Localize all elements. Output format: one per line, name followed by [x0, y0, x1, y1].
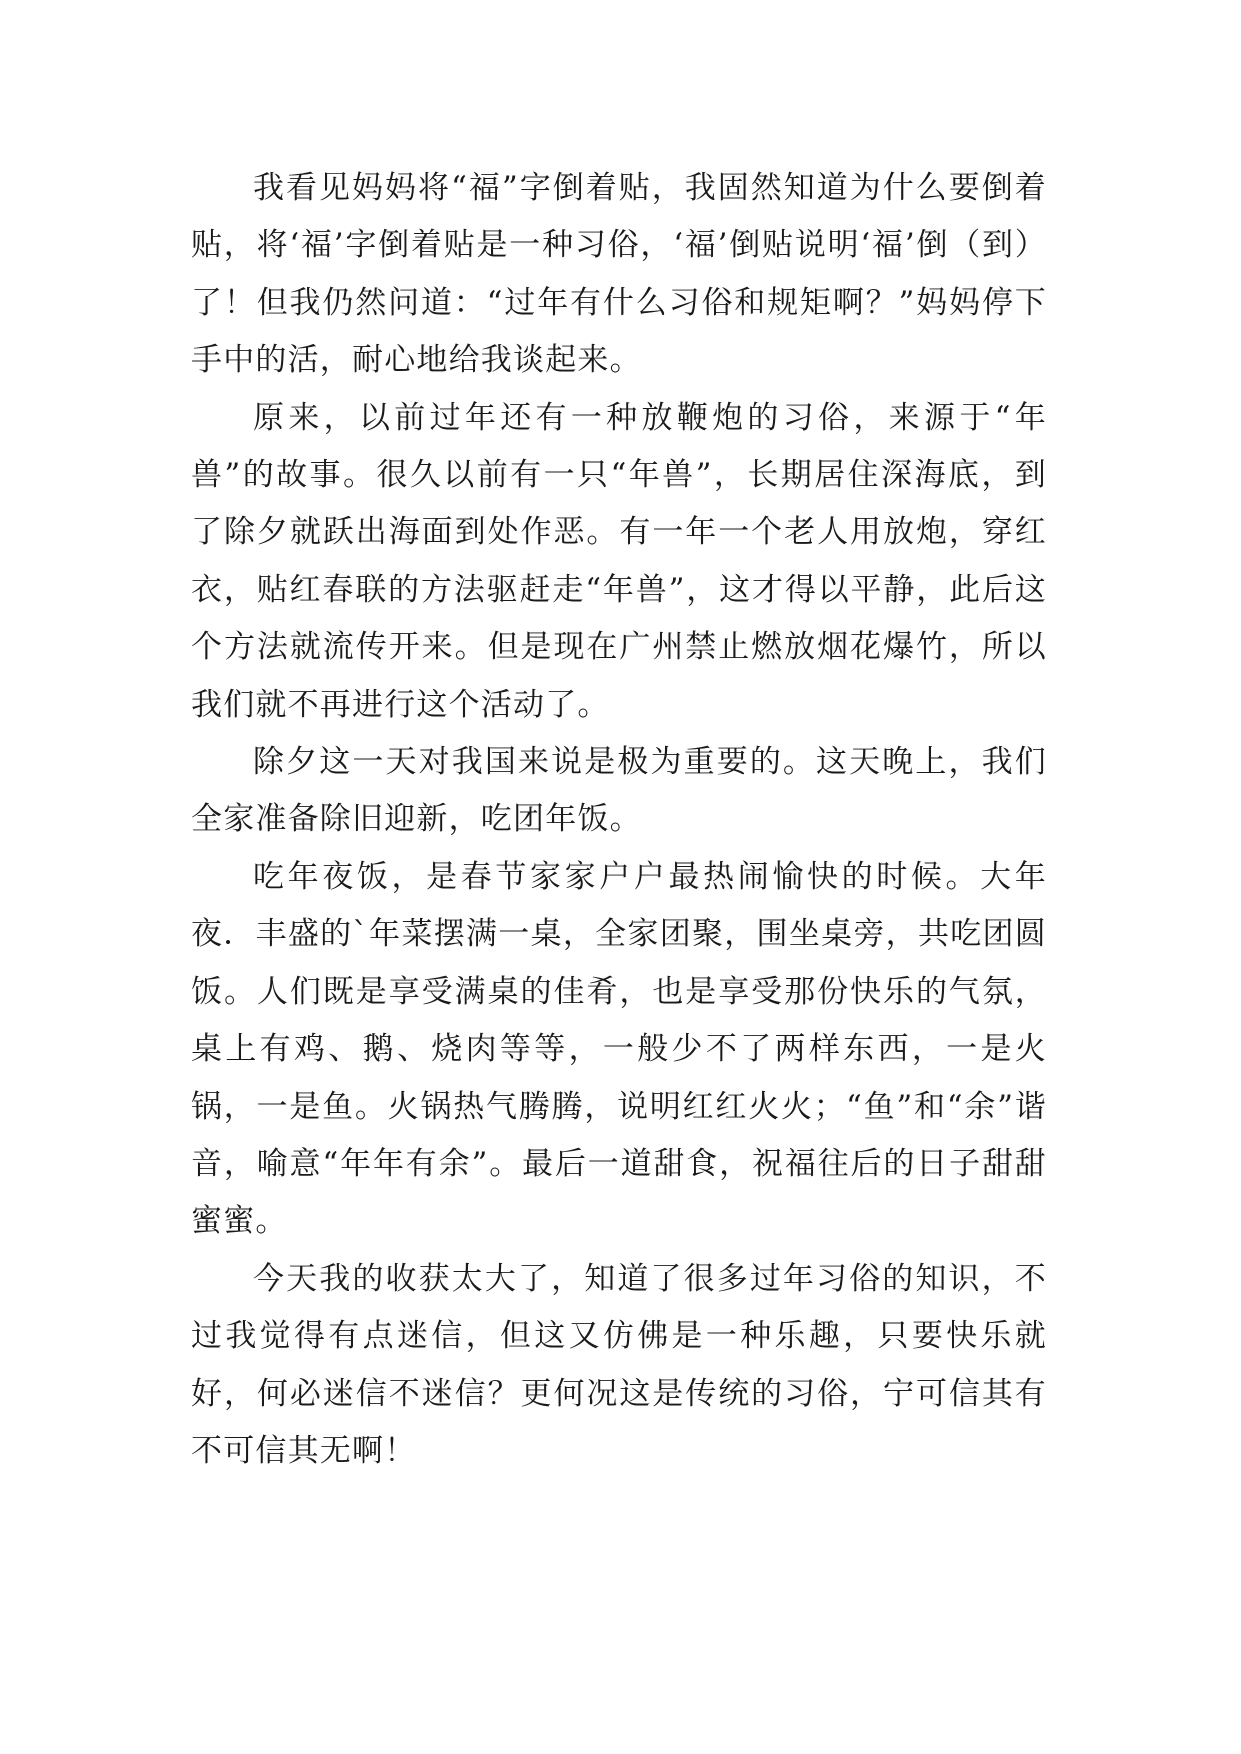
paragraph-2: 原来，以前过年还有一种放鞭炮的习俗，来源于“年兽”的故事。很久以前有一只“年兽”，长期居住深海底，到了除夕就跃出海面到处作恶。有一年一个老人用放炮，穿红衣，贴红春联的方法驱赶走“年兽”，这才得以平静，此后这个方法就流传开来。但是现在广州禁止燃放烟花爆竹，所以我们就不再进行这个活动了。: [191, 399, 1047, 723]
paragraph-1: 我看见妈妈将“福”字倒着贴，我固然知道为什么要倒着贴，将‘福’字倒着贴是一种习俗，‘福’倒贴说明‘福’倒（到）了！但我仍然问道：“过年有什么习俗和规矩啊？”妈妈停下手中的活，耐心地给我谈起来。: [191, 170, 1047, 379]
paragraph-4: 吃年夜饭，是春节家家户户最热闹愉快的时候。大年夜．丰盛的`年菜摆满一桌，全家团聚，围坐桌旁，共吃团圆饭。人们既是享受满桌的佳肴，也是享受那份快乐的气氛，桌上有鸡、鹅、烧肉等等，一般少不了两样东西，一是火锅，一是鱼。火锅热气腾腾，说明红红火火；“鱼”和“余”谐音，喻意“年年有余”。最后一道甜食，祝福往后的日子甜甜蜜蜜。: [191, 858, 1047, 1240]
paragraph-5: 今天我的收获太大了，知道了很多过年习俗的知识，不过我觉得有点迷信，但这又仿佛是一种乐趣，只要快乐就好，何必迷信不迷信？更何况这是传统的习俗，宁可信其有不可信其无啊！: [191, 1260, 1047, 1469]
document-body: [191, 160, 1047, 1480]
paragraph-3: 除夕这一天对我国来说是极为重要的。这天晚上，我们全家准备除旧迎新，吃团年饭。: [191, 744, 1047, 838]
